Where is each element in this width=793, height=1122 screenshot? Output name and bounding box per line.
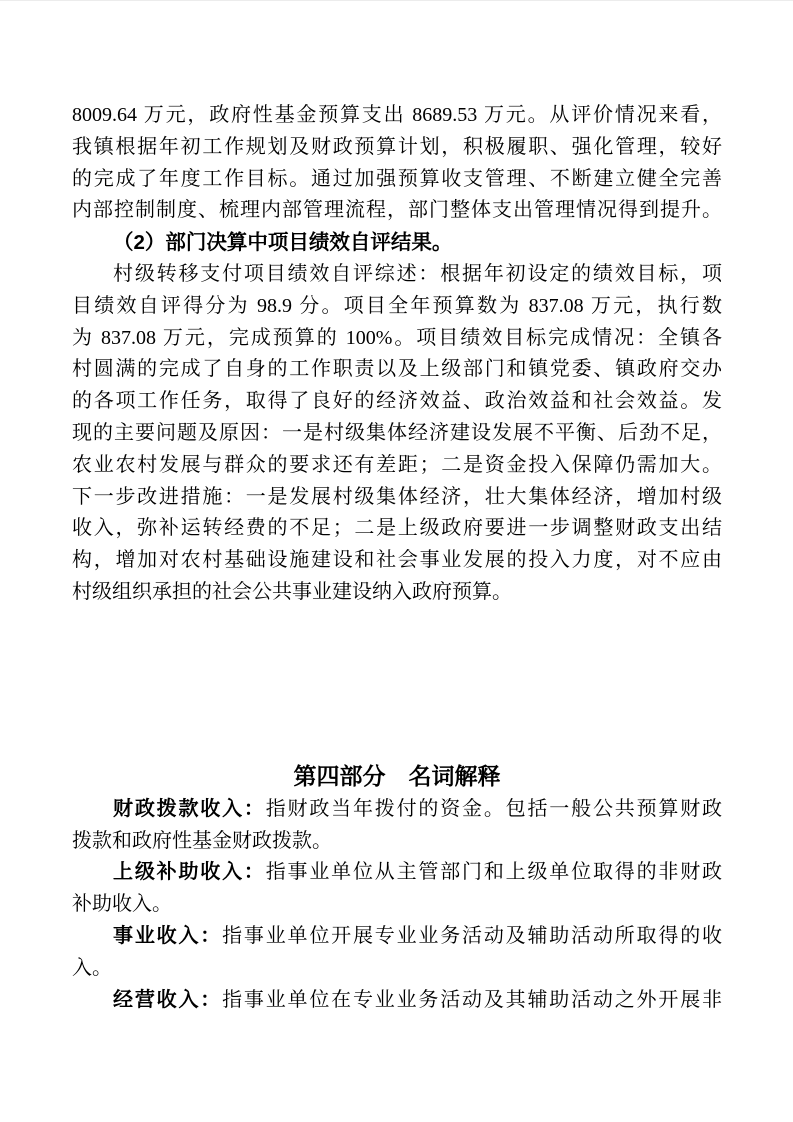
definition-text: 指事业单位开展专业业务活动及辅助活动所取得的收 [222,924,722,947]
definition-first-line [72,921,722,953]
definition-text: 指财政当年拨付的资金。包括一般公共预算财政 [265,797,722,820]
text-line: 我镇根据年初工作规划及财政预算计划，积极履职、强化管理，较好 [72,135,722,158]
definition-item [72,921,722,985]
continuation-paragraph [72,100,722,227]
section-gap [72,609,722,758]
definition-item [72,794,722,858]
text-line: 的完成了年度工作目标。通过加强预算收支管理、不断建立健全完善 [72,167,722,190]
definitions-section [72,794,722,1017]
subheading-project-self-eval: （2）部门决算中项目绩效自评结果。 [113,231,453,255]
definition-continuation-line: 补助收入。 [72,893,172,916]
term-label: 财政拨款收入： [113,797,266,820]
self-eval-paragraph [72,259,722,609]
text-line: 村圆满的完成了自身的工作职责以及上级部门和镇党委、镇政府交办 [72,358,722,381]
text-line: 为 837.08 万元，完成预算的 100%。项目绩效目标完成情况：全镇各 [72,326,722,349]
text-line: 的各项工作任务，取得了良好的经济效益、政治效益和社会效益。发 [72,390,722,413]
text-line: 村级转移支付项目绩效自评综述：根据年初设定的绩效目标，项 [113,262,722,285]
term-label: 事业收入： [113,924,223,947]
definition-continuation-line: 入。 [72,956,112,979]
term-label: 经营收入： [113,988,223,1011]
definition-continuation-line: 拨款和政府性基金财政拨款。 [72,829,332,852]
text-line: 8009.64 万元，政府性基金预算支出 8689.53 万元。从评价情况来看， [72,104,722,126]
definition-first-line [72,857,722,889]
text-line: 目绩效自评得分为 98.9 分。项目全年预算数为 837.08 万元，执行数 [72,294,722,317]
text-line: 内部控制制度、梳理内部管理流程，部门整体支出管理情况得到提升。 [72,199,722,222]
text-line: 农业农村发展与群众的要求还有差距；二是资金投入保障仍需加大。 [72,453,722,476]
term-label: 上级补助收入： [113,861,266,884]
definition-first-line [72,985,722,1017]
text-line: 下一步改进措施：一是发展村级集体经济，壮大集体经济，增加村级 [72,485,722,508]
definition-text: 指事业单位在专业业务活动及其辅助活动之外开展非 [222,988,722,1011]
definition-item [72,985,722,1017]
page-content [72,100,722,1016]
text-line: 现的主要问题及原因：一是村级集体经济建设发展不平衡、后劲不足， [72,421,722,444]
text-line: 村级组织承担的社会公共事业建设纳入政府预算。 [72,580,512,603]
part4-title: 第四部分 名词解释 [293,762,501,789]
text-line: 构，增加对农村基础设施建设和社会事业发展的投入力度，对不应由 [72,549,722,572]
text-line: 收入，弥补运转经费的不足；二是上级政府要进一步调整财政支出结 [72,517,722,540]
definition-text: 指事业单位从主管部门和上级单位取得的非财政 [265,861,722,884]
definition-item [72,857,722,921]
definition-first-line [72,794,722,826]
